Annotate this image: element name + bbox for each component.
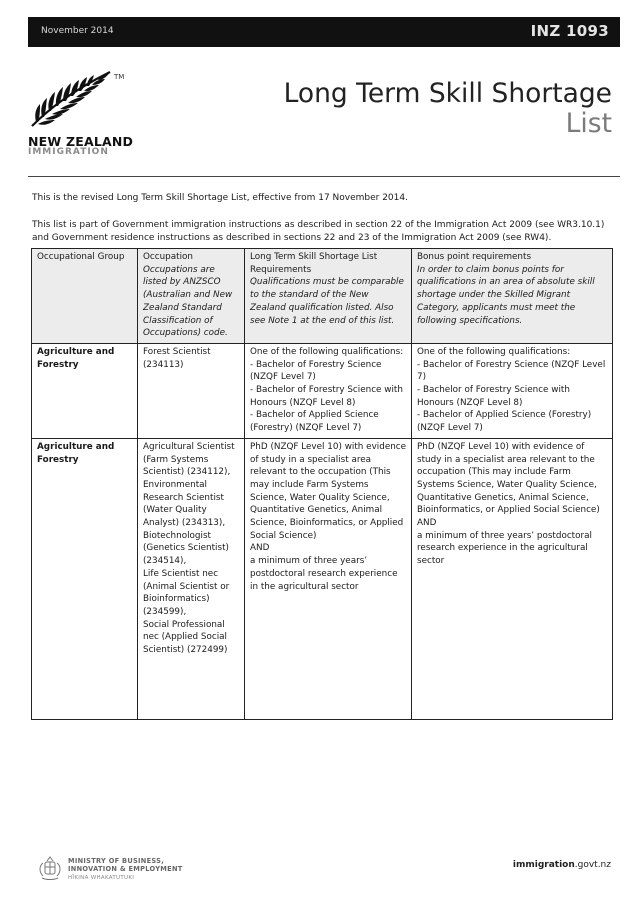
requirement-line: PhD (NZQF Level 10) with evidence of study in a specialist area relevant to the occupation (This may include Farm Systems Science, Water Quality Science, Quantitative Genetics, Animal Science, Bioinformatics, or Applied Social Science) — [250, 441, 407, 541]
ministry-line-2: INNOVATION & EMPLOYMENT — [68, 865, 183, 874]
skill-shortage-table — [31, 248, 613, 720]
header-bar — [28, 17, 620, 47]
bonus-line: PhD (NZQF Level 10) with evidence of study in a specialist area relevant to the occupation (This may include Farm Systems Science, Water Quality Science, Quantitative Genetics, Animal Science, Bioinformatics, or Applied Social Science) — [417, 441, 600, 516]
occupation-line: Forest Scientist — [143, 346, 211, 357]
issue-date: November 2014 — [41, 26, 114, 36]
group-cell — [32, 343, 138, 438]
header-note: Occupations are listed by ANZSCO (Australian and New Zealand Standard Classification of Occupations) code. — [143, 264, 233, 339]
header-cell — [412, 249, 613, 344]
header-cell — [138, 249, 245, 344]
requirement-line: One of the following qualifications: — [250, 346, 404, 357]
requirement-line: - Bachelor of Forestry Science with Honours (NZQF Level 8) — [250, 385, 403, 408]
table-header-row — [32, 249, 613, 344]
requirement-line: - Bachelor of Forestry Science (NZQF Level 7) — [250, 359, 382, 383]
ministry-line-3: HĪKINA WHAKATUTUKI — [68, 874, 135, 881]
bonus-line: - Bachelor of Applied Science (Forestry) (NZQF Level 7) — [417, 410, 592, 434]
occupation-cell — [138, 438, 245, 719]
occupation-line: (234113) — [143, 359, 184, 370]
occupation-cell — [138, 343, 245, 438]
intro-paragraph-2: This list is part of Government immigration instructions as described in section 22 of the Immigration Act 2009 (see WR3.10.1) and Government residence instructions as described in sections 22 and 23 of the Immigration Act 2009 (see RW4). — [32, 220, 605, 243]
bonus-cell — [412, 343, 613, 438]
trademark-symbol: TM — [114, 73, 125, 81]
nz-coat-of-arms-icon — [36, 854, 64, 882]
table-row — [32, 438, 613, 719]
bonus-line: AND — [417, 518, 437, 529]
occupation-line: Agricultural Scientist (Farm Systems Scientist) (234112), — [143, 441, 235, 478]
intro-paragraph-1: This is the revised Long Term Skill Shortage List, effective from 17 November 2014. — [32, 193, 408, 203]
occupational-group: Agriculture and Forestry — [37, 441, 115, 465]
bonus-cell — [412, 438, 613, 719]
header-title: Long Term Skill Shortage List Requirements — [250, 252, 378, 275]
header-divider — [28, 176, 620, 177]
requirement-line: a minimum of three years’ postdoctoral research experience in the agricultural sector — [250, 556, 398, 592]
logo-country: NEW ZEALAND — [28, 134, 134, 149]
requirements-cell — [245, 343, 412, 438]
form-number: INZ 1093 — [530, 22, 609, 40]
requirements-cell — [245, 438, 412, 719]
logo-agency: IMMIGRATION — [28, 147, 109, 157]
group-cell — [32, 438, 138, 719]
bonus-line: - Bachelor of Forestry Science (NZQF Level 7) — [417, 359, 606, 383]
bonus-line: - Bachelor of Forestry Science with Honours (NZQF Level 8) — [417, 385, 570, 408]
header-title: Occupation — [143, 252, 193, 262]
occupational-group: Agriculture and Forestry — [37, 346, 115, 370]
header-note: In order to claim bonus points for qualifications in an area of absolute skill shortage under the Skilled Migrant Category, applicants must meet the following specifications. — [417, 264, 595, 326]
bonus-line: a minimum of three years’ postdoctoral research experience in the agricultural sector — [417, 530, 592, 567]
website-bold: immigration — [512, 860, 575, 870]
header-cell — [245, 249, 412, 344]
footer-website[interactable] — [513, 860, 611, 870]
website-domain: .govt.nz — [574, 860, 611, 870]
occupation-line: Environmental Research Scientist (Water Quality Analyst) (234313), — [143, 479, 226, 529]
header-cell — [32, 249, 138, 344]
header-title: Bonus point requirements — [417, 252, 532, 262]
ministry-name — [68, 857, 183, 882]
header-title: Occupational Group — [37, 252, 125, 262]
title-line-2: List — [565, 108, 612, 139]
page-title — [284, 79, 612, 139]
ministry-line-1: MINISTRY OF BUSINESS, — [68, 857, 165, 865]
occupation-line: Biotechnologist (Genetics Scientist) (234514), — [143, 530, 229, 567]
requirement-line: - Bachelor of Applied Science (Forestry) (NZQF Level 7) — [250, 410, 379, 434]
occupation-line: Social Professional nec (Applied Social Scientist) (272499) — [143, 619, 228, 656]
silver-fern-icon — [28, 66, 118, 132]
nz-immigration-logo — [28, 66, 133, 161]
occupation-line: Life Scientist nec (Animal Scientist or Bioinformatics) (234599), — [143, 568, 230, 617]
bonus-line: One of the following qualifications: — [417, 346, 571, 357]
title-line-1: Long Term Skill Shortage — [283, 78, 612, 109]
header-note: Qualifications must be comparable to the standard of the New Zealand qualification listed. Also see Note 1 at the end of this list. — [250, 277, 404, 326]
requirement-line: AND — [250, 543, 270, 554]
table-row — [32, 343, 613, 438]
